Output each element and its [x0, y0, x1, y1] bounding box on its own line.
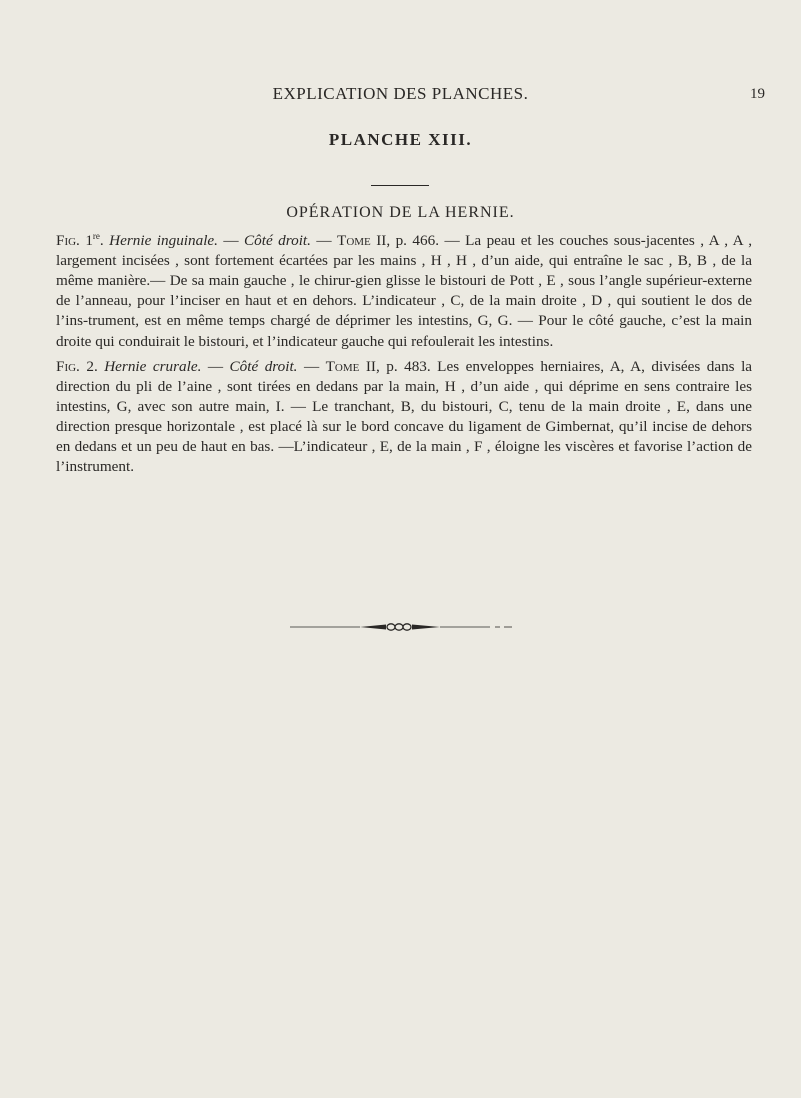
figure-1-text: — La peau et les couches sous-jacentes , A , A , largement incisées , sont fortement écartées par les mains , H , H , d’un aide, qui entraîne le sac , B, B , de la même manière.— De sa main gauche , le chirur-gien glisse le bistouri de Pott , E , sous l’angle supérieur-externe de l’anneau, pour l’inciser en haut et en dehors. L’indicateur , C, de la main droite , D , qui soutient le dos de l’ins-trument, est en même temps chargé de déprimer les intestins, G, G. — Pour le côté gauche, c’est la main droite qui conduirait le bistouri, et l’indicateur gauche qui refoulerait les intestins. [56, 232, 752, 350]
figure-1-number-value: 1 [85, 232, 93, 250]
title-rule [371, 185, 429, 186]
figure-1-dash-2: — [310, 232, 338, 250]
figure-2-paragraph [56, 352, 752, 478]
figure-1-number [85, 232, 100, 249]
running-head: EXPLICATION DES PLANCHES. [272, 84, 529, 103]
figure-2-number-value: 2. [86, 357, 98, 375]
end-ornament [290, 621, 512, 633]
figure-1-tome: Tome II [337, 232, 387, 250]
figure-2-tome: Tome II [325, 357, 376, 375]
figure-2-side: Côté droit. [229, 357, 298, 375]
page-number: 19 [750, 86, 765, 102]
figure-2-number [86, 358, 97, 375]
figure-1-number-suffix: re [92, 231, 100, 241]
body-text [56, 226, 752, 477]
figure-2-text: Les enveloppes herniaires, A, A, divisées dans la direction du pli de l’aine , sont tirées en dedans par la main, H , d’un aide , qui déprime en sens contraire les intestins, G, avec son autre main, I. — Le tranchant, B, du bistouri, C, tenu de la main droite , E, dans une direction presque horizontale , est placé là sur le bord concave du ligament de Gimbernat, qu’il incise de dehors en dedans et un peu de haut en bas. —L’indicateur , E, de la main , F , éloigne les viscères et favorise l’action de l’instrument. [56, 357, 753, 476]
figure-2-name: Hernie crurale. [104, 357, 202, 375]
figure-1-paragraph: Fig. 1re. Hernie inguinale. — Côté droit. — Tome II, p. 466. — La peau et les couches sous-jacentes , A , A , largement incisées , sont fortement écartées par les mains , H , H , d’un aide, qui entraîne le sac , B, B , de la même manière.— De sa main gauche , le chirur-gien glisse le bistouri de Pott , E , sous l’angle supérieur-externe de l’anneau, pour l’inciser en haut et en dehors. L’indicateur , C, de la main droite , D , qui soutient le dos de l’ins-trument, est en même temps chargé de déprimer les intestins, G, G. — Pour le côté gauche, c’est la main droite qui conduirait le bistouri, et l’indicateur gauche qui refoulerait les intestins. [56, 231, 752, 350]
plate-title: PLANCHE XIII. [328, 130, 473, 149]
figure-2-label: Fig. [56, 357, 80, 375]
figure-1-page-ref: , p. 466. [386, 232, 440, 250]
figure-2-dash-1: — [201, 357, 230, 375]
section-title: OPÉRATION DE LA HERNIE. [286, 204, 515, 221]
end-ornament-graphic [290, 621, 512, 633]
figure-1-dash-1: — [217, 232, 245, 250]
figure-2-page-ref: , p. 483. [375, 357, 431, 375]
figure-1-label: Fig. [56, 232, 80, 250]
figure-2-dash-2: — [297, 357, 326, 375]
figure-1-side: Côté droit. [244, 232, 311, 250]
figure-1-name: Hernie inguinale. [109, 232, 218, 250]
